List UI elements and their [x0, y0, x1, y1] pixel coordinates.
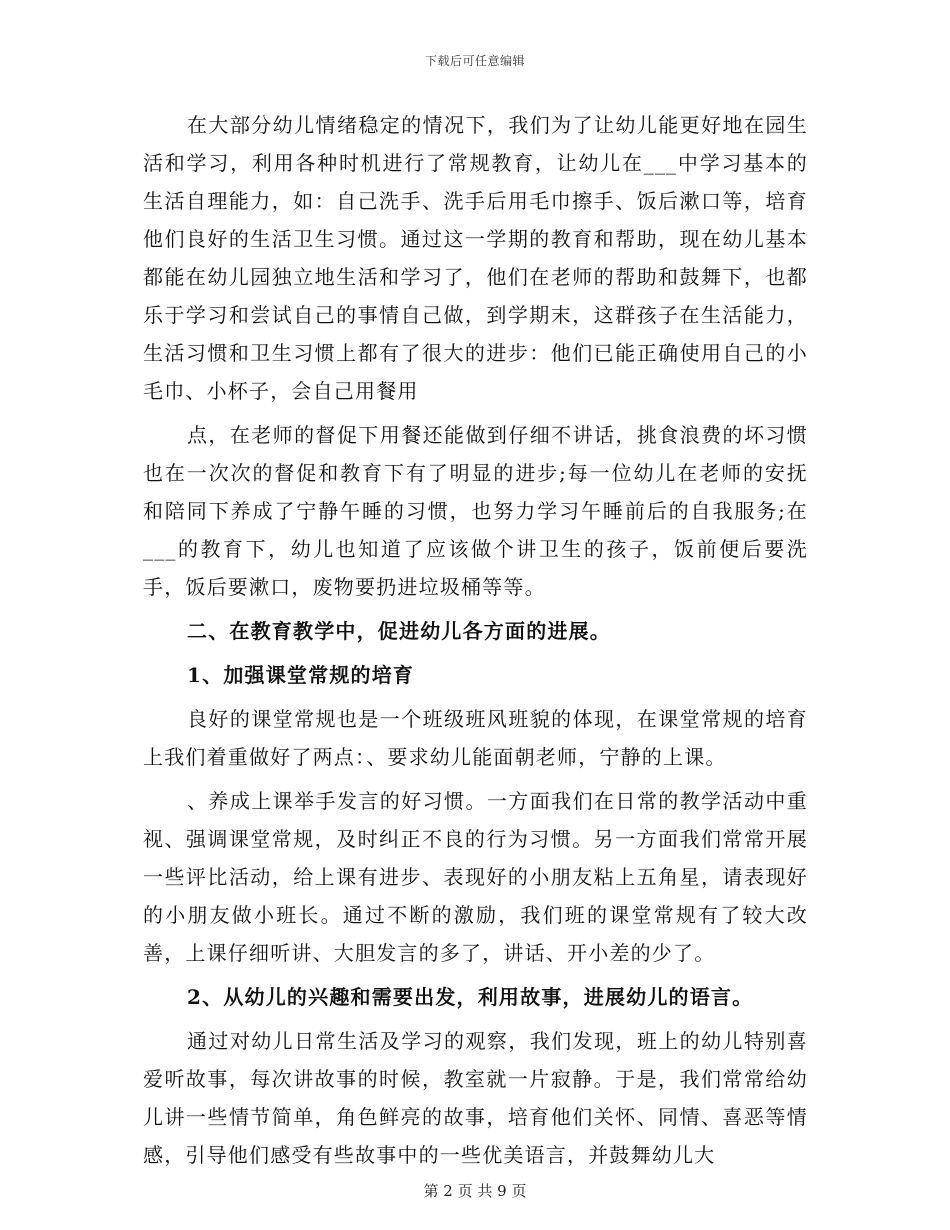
paragraph: 通过对幼儿日常生活及学习的观察，我们发现，班上的幼儿特别喜爱听故事，每次讲故事的时候，教室就一片寂静。于是，我们常常给幼儿讲一些情节简单，角色鲜亮的故事，培育他们关怀、同情、喜恶等情感，引导他们感受有些故事中的一些优美语言，并鼓舞幼儿大 — [143, 1029, 808, 1167]
subsection-heading: 2、从幼儿的兴趣和需要出发，利用故事，进展幼儿的语言。 — [187, 985, 754, 1009]
paragraph: 良好的课堂常规也是一个班级班风班貌的体现，在课堂常规的培育上我们着重做好了两点：、要求幼儿能面朝老师，宁静的上课。 — [143, 707, 808, 769]
section-heading: 二、在教育教学中，促进幼儿各方面的进展。 — [187, 619, 611, 643]
subsection-heading: 1、加强课堂常规的培育 — [187, 663, 415, 687]
page-header: 下载后可任意编辑 — [424, 54, 525, 68]
paragraph: 在大部分幼儿情绪稳定的情况下，我们为了让幼儿能更好地在园生活和学习，利用各种时机进行了常规教育，让幼儿在___中学习基本的生活自理能力，如：自己洗手、洗手后用毛巾擦手、饭后漱口等，培育他们良好的生活卫生习惯。通过这一学期的教育和帮助，现在幼儿基本都能在幼儿园独立地生活和学习了，他们在老师的帮助和鼓舞下，也都乐于学习和尝试自己的事情自己做，到学期末，这群孩子在生活能力，生活习惯和卫生习惯上都有了很大的进步：他们已能正确使用自己的小毛巾、小杯子，会自己用餐用 — [143, 113, 808, 403]
paragraph: 、养成上课举手发言的好习惯。一方面我们在日常的教学活动中重视、强调课堂常规，及时纠正不良的行为习惯。另一方面我们常常开展一些评比活动，给上课有进步、表现好的小朋友粘上五角星，请表现好的小朋友做小班长。通过不断的激励，我们班的课堂常规有了较大改善，上课仔细听讲、大胆发言的多了，讲话、开小差的少了。 — [143, 789, 808, 965]
document-body — [143, 106, 808, 1180]
paragraph: 点，在老师的督促下用餐还能做到仔细不讲话，挑食浪费的坏习惯也在一次次的督促和教育下有了明显的进步;每一位幼儿在老师的安抚和陪同下养成了宁静午睡的习惯，也努力学习午睡前后的自我服务;在___的教育下，幼儿也知道了应该做个讲卫生的孩子，饭前便后要洗手，饭后要漱口，废物要扔进垃圾桶等等。 — [143, 423, 808, 599]
page-number: 第 2 页 共 9 页 — [423, 1182, 527, 1200]
